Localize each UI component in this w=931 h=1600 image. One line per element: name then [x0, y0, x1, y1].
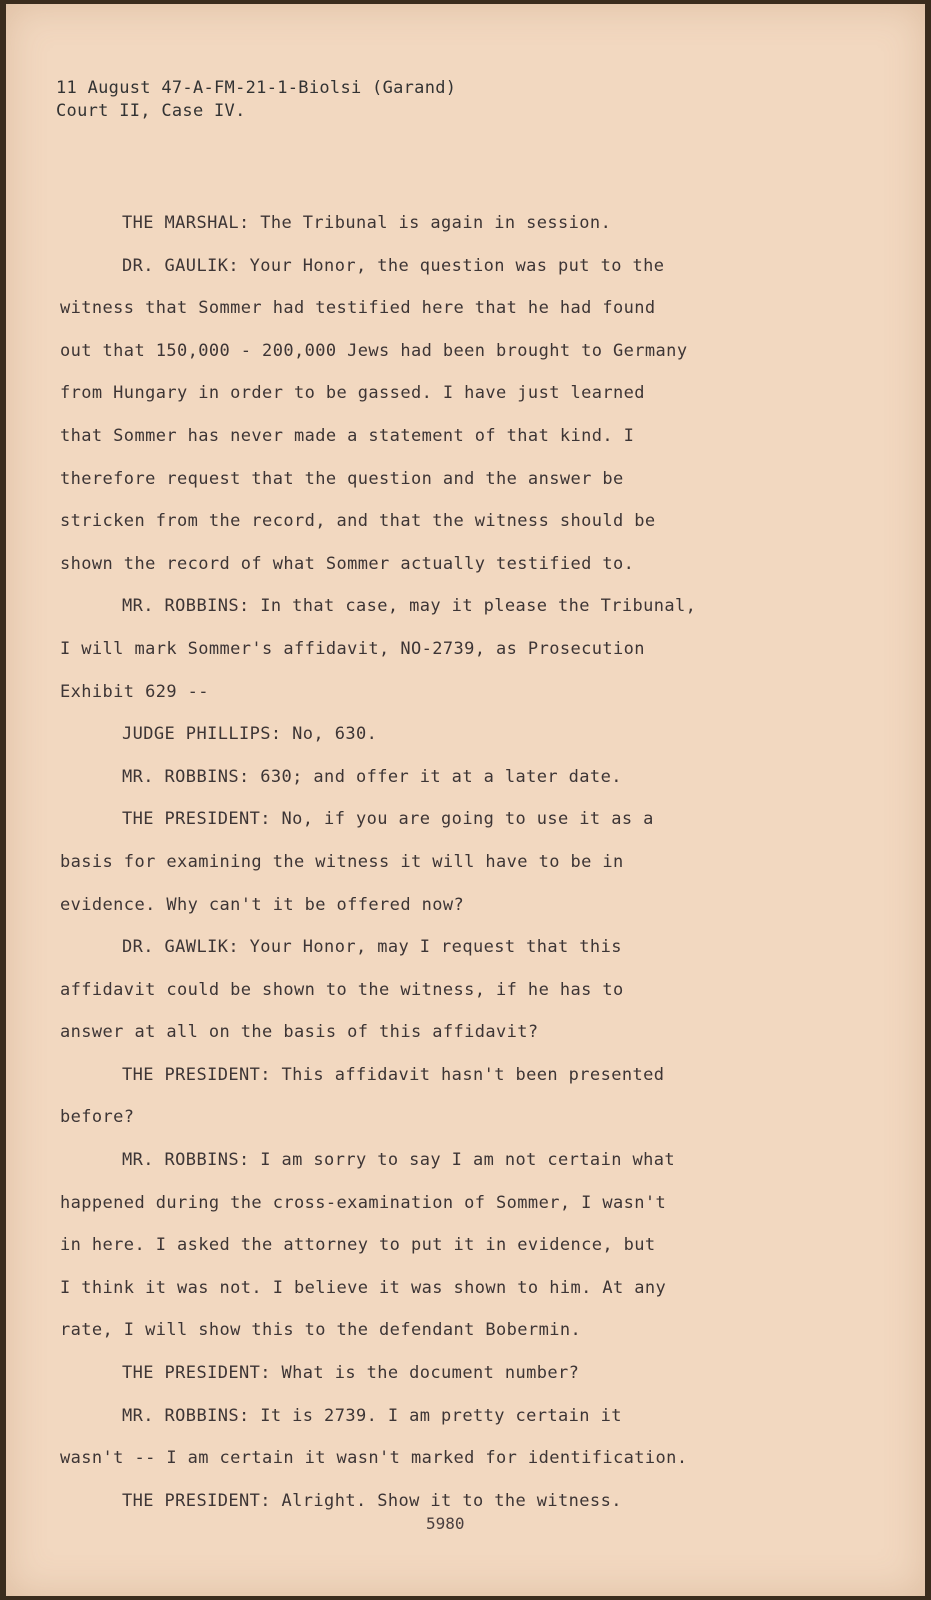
transcript-line: answer at all on the basis of this affidavit? — [60, 1022, 539, 1043]
transcript-line: happened during the cross-examination of Sommer, I wasn't — [60, 1192, 667, 1213]
transcript-line: DR. GAWLIK: Your Honor, may I request that this — [122, 937, 622, 958]
transcript-line: that Sommer has never made a statement of that kind. I — [60, 425, 635, 446]
transcript-line: in here. I asked the attorney to put it in evidence, but — [60, 1235, 656, 1256]
transcript-line: THE PRESIDENT: No, if you are going to use it as a — [122, 809, 654, 830]
transcript-line: MR. ROBBINS: It is 2739. I am pretty certain it — [122, 1405, 622, 1426]
transcript-line: out that 150,000 - 200,000 Jews had been brought to Germany — [60, 340, 688, 361]
transcript-line: I will mark Sommer's affidavit, NO-2739, as Prosecution — [60, 638, 645, 659]
document-header — [56, 77, 456, 123]
transcript-line: rate, I will show this to the defendant Bobermin. — [60, 1320, 582, 1341]
transcript-line: wasn't -- I am certain it wasn't marked for identification. — [60, 1448, 688, 1469]
transcript-line: THE PRESIDENT: Alright. Show it to the witness. — [122, 1490, 622, 1511]
transcript-line: THE MARSHAL: The Tribunal is again in session. — [122, 213, 612, 233]
transcript-body — [60, 202, 880, 1522]
transcript-line: THE PRESIDENT: This affidavit hasn't been presented — [122, 1064, 665, 1085]
document-page — [6, 4, 925, 1596]
transcript-line: MR. ROBBINS: 630; and offer it at a later date. — [122, 766, 622, 787]
transcript-line: basis for examining the witness it will have to be in — [60, 851, 624, 872]
transcript-line: evidence. Why can't it be offered now? — [60, 894, 465, 915]
transcript-line: therefore request that the question and the answer be — [60, 468, 624, 489]
transcript-line: DR. GAULIK: Your Honor, the question was put to the — [122, 255, 665, 276]
transcript-line: stricken from the record, and that the witness should be — [60, 511, 656, 532]
transcript-line: MR. ROBBINS: I am sorry to say I am not certain what — [122, 1150, 676, 1171]
transcript-line: I think it was not. I believe it was shown to him. At any — [60, 1277, 667, 1298]
transcript-line: JUDGE PHILLIPS: No, 630. — [122, 724, 378, 745]
header-line-court-case: Court II, Case IV. — [56, 101, 246, 121]
transcript-line: shown the record of what Sommer actually testified to. — [60, 553, 635, 574]
transcript-line: Exhibit 629 -- — [60, 681, 209, 702]
transcript-line: MR. ROBBINS: In that case, may it please the Tribunal, — [122, 596, 697, 617]
transcript-line: affidavit could be shown to the witness, if he has to — [60, 979, 624, 1000]
transcript-line: before? — [60, 1107, 135, 1128]
header-line-date-reference: 11 August 47-A-FM-21-1-Biolsi (Garand) — [56, 78, 457, 98]
transcript-line: witness that Sommer had testified here that he had found — [60, 298, 656, 319]
transcript-line: from Hungary in order to be gassed. I have just learned — [60, 383, 645, 404]
page-number: 5980 — [426, 1514, 465, 1533]
transcript-line: THE PRESIDENT: What is the document number? — [122, 1363, 580, 1384]
